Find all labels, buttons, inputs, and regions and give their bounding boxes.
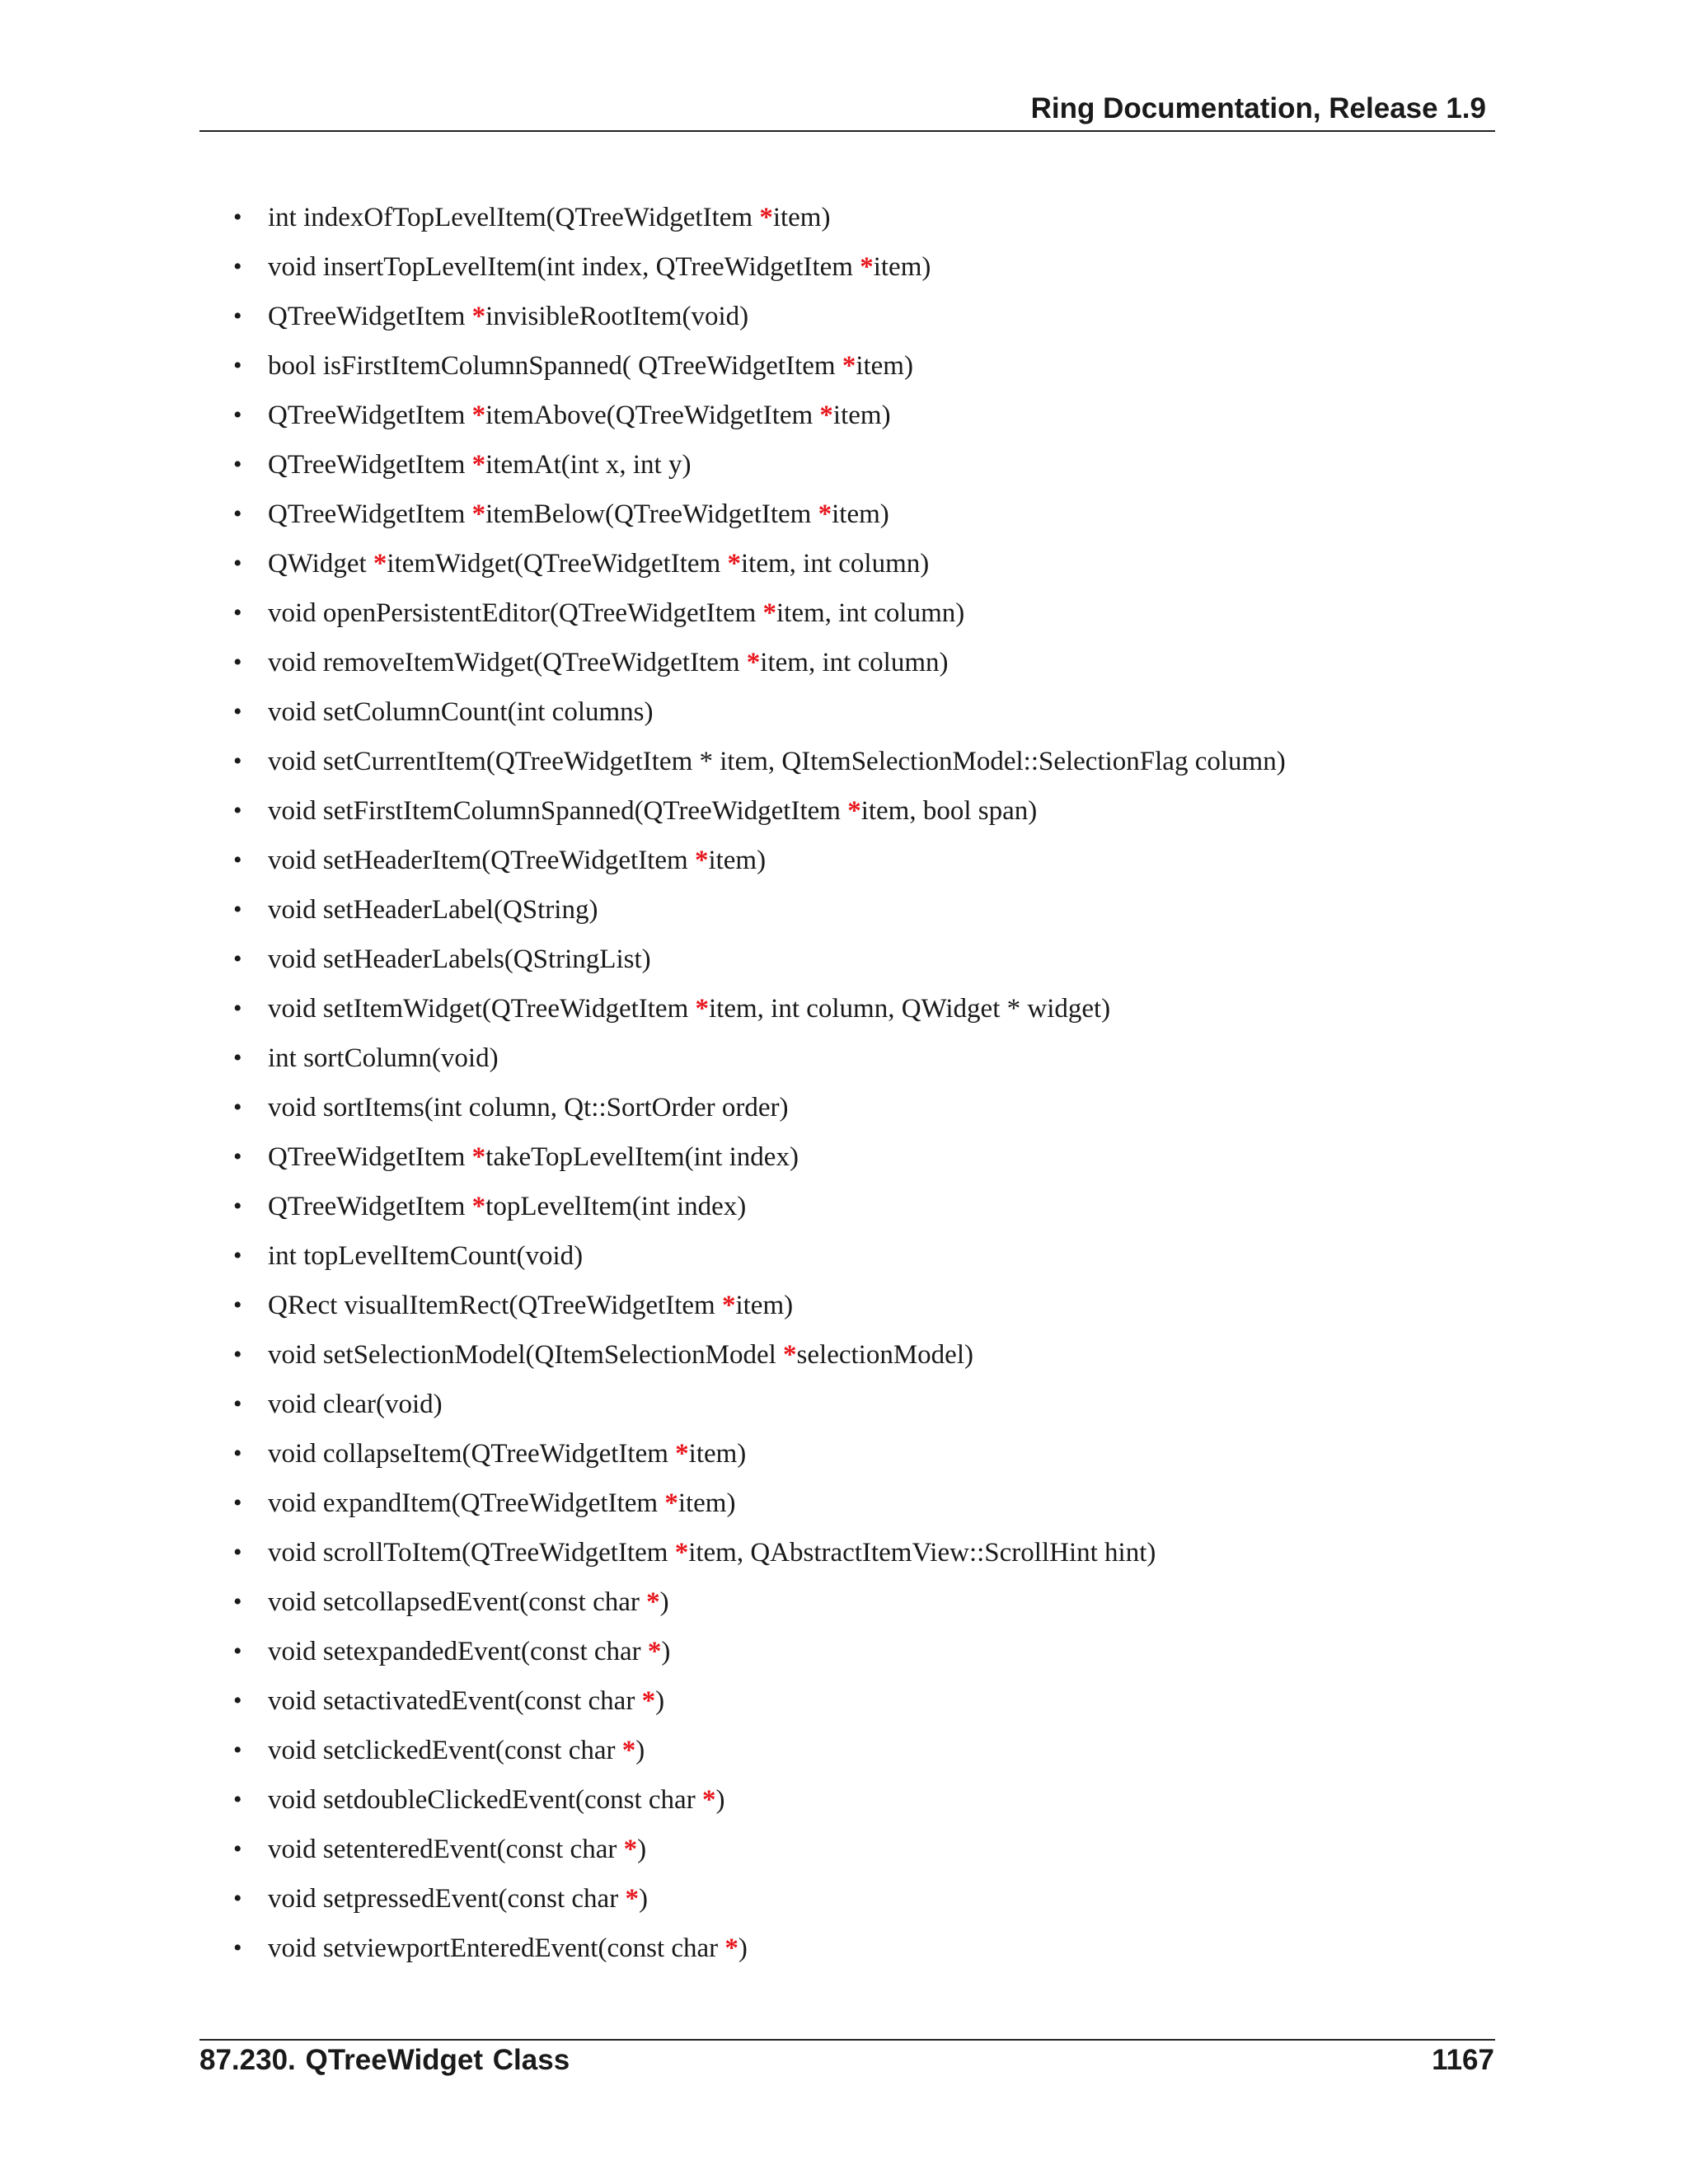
signature-text: item) — [708, 846, 767, 875]
signature-text: QTreeWidgetItem — [268, 1142, 472, 1172]
method-signature — [268, 296, 748, 337]
signature-text: void setItemWidget(QTreeWidgetItem — [268, 994, 696, 1024]
signature-text: item, int column, QWidget * widget) — [709, 994, 1111, 1024]
signature-text: ) — [738, 1933, 748, 1963]
pointer-asterisk: * — [664, 1488, 678, 1518]
method-signature — [268, 988, 1110, 1029]
signature-text: item, bool span) — [860, 796, 1038, 826]
signature-text: item) — [678, 1488, 736, 1518]
method-signature — [268, 691, 654, 733]
footer-section-title: 87.230. QTreeWidget Class — [199, 2044, 570, 2076]
bullet-icon: • — [233, 748, 242, 775]
signature-text: void setactivatedEvent(const char — [268, 1686, 642, 1716]
signature-text: ) — [661, 1637, 671, 1666]
signature-text: void setpressedEvent(const char — [268, 1884, 626, 1914]
method-signature — [268, 593, 964, 634]
bullet-icon: • — [233, 896, 242, 923]
method-signature — [268, 1779, 724, 1821]
bullet-icon: • — [233, 352, 242, 379]
bullet-icon: • — [233, 649, 242, 676]
method-signature — [268, 494, 889, 535]
pointer-asterisk: * — [759, 203, 773, 232]
bullet-icon: • — [233, 253, 242, 280]
pointer-asterisk: * — [674, 1538, 689, 1568]
signature-text: ) — [635, 1736, 645, 1765]
method-signature — [268, 1631, 670, 1672]
method-signature — [268, 444, 691, 485]
signature-text: void setHeaderLabel(QString) — [268, 895, 598, 925]
bullet-icon: • — [233, 1638, 242, 1665]
pointer-asterisk: * — [373, 549, 387, 579]
signature-text: QTreeWidgetItem — [268, 302, 472, 331]
bullet-icon: • — [233, 1094, 242, 1121]
bullet-icon: • — [233, 1885, 242, 1912]
signature-text: ) — [637, 1835, 647, 1864]
signature-text: void setColumnCount(int columns) — [268, 697, 654, 727]
signature-text: ) — [655, 1686, 665, 1716]
signature-text: QWidget — [268, 549, 373, 579]
pointer-asterisk: * — [694, 846, 709, 875]
signature-text: void setHeaderItem(QTreeWidgetItem — [268, 846, 695, 875]
bullet-icon: • — [233, 1193, 242, 1220]
signature-text: void setSelectionModel(QItemSelectionModel — [268, 1340, 784, 1370]
method-signature — [268, 543, 929, 584]
signature-text: void scrollToItem(QTreeWidgetItem — [268, 1538, 675, 1568]
bullet-icon: • — [233, 846, 242, 874]
method-signature — [268, 1137, 799, 1178]
method-signature — [268, 1186, 746, 1227]
method-signature — [268, 1680, 664, 1722]
method-signature — [268, 939, 651, 980]
signature-text: void setFirstItemColumnSpanned(QTreeWidgetItem — [268, 796, 848, 826]
pointer-asterisk: * — [471, 499, 486, 529]
method-signature — [268, 345, 913, 387]
bullet-icon: • — [233, 1341, 242, 1368]
signature-text: item) — [856, 351, 913, 381]
signature-text: void collapseItem(QTreeWidgetItem — [268, 1439, 676, 1469]
pointer-asterisk: * — [695, 994, 709, 1024]
method-signature — [268, 642, 949, 683]
signature-text: QTreeWidgetItem — [268, 401, 472, 430]
signature-text: item, int column) — [760, 648, 949, 677]
bullet-icon: • — [233, 1736, 242, 1764]
signature-text: item) — [688, 1439, 747, 1469]
signature-text: item) — [873, 252, 931, 282]
method-signature — [268, 1878, 648, 1919]
signature-text: void sortItems(int column, Qt::SortOrder order) — [268, 1093, 789, 1122]
method-signature — [268, 1582, 669, 1623]
signature-text: item) — [772, 203, 831, 232]
method-signature — [268, 840, 766, 881]
signature-text: selectionModel) — [796, 1340, 973, 1370]
signature-text: void insertTopLevelItem(int index, QTreeWidgetItem — [268, 252, 860, 282]
method-signature — [268, 197, 830, 238]
method-signature — [268, 395, 891, 436]
pointer-asterisk: * — [471, 302, 486, 331]
signature-text: void setclickedEvent(const char — [268, 1736, 622, 1765]
signature-text: void expandItem(QTreeWidgetItem — [268, 1488, 665, 1518]
method-signature — [268, 1087, 788, 1128]
signature-text: item) — [735, 1291, 794, 1320]
bullet-icon: • — [233, 797, 242, 824]
signature-text: QTreeWidgetItem — [268, 1192, 472, 1221]
signature-text: void removeItemWidget(QTreeWidgetItem — [268, 648, 747, 677]
method-signature — [268, 889, 598, 930]
signature-text: QTreeWidgetItem — [268, 499, 472, 529]
method-signature — [268, 1235, 583, 1277]
signature-text: ) — [659, 1587, 669, 1617]
bullet-icon: • — [233, 451, 242, 478]
method-signature — [268, 1829, 646, 1870]
method-signature — [268, 741, 1286, 782]
signature-text: bool isFirstItemColumnSpanned( QTreeWidgetItem — [268, 351, 842, 381]
signature-text: invisibleRootItem(void) — [485, 302, 749, 331]
signature-text: void setexpandedEvent(const char — [268, 1637, 648, 1666]
bullet-icon: • — [233, 1539, 242, 1566]
signature-text: itemAt(int x, int y) — [485, 450, 692, 480]
bullet-icon: • — [233, 1440, 242, 1467]
pointer-asterisk: * — [819, 401, 833, 430]
bullet-icon: • — [233, 550, 242, 577]
pointer-asterisk: * — [842, 351, 856, 381]
method-signature — [268, 246, 931, 288]
method-signature — [268, 1285, 793, 1326]
pointer-asterisk: * — [471, 1142, 486, 1172]
method-signature — [268, 1928, 748, 1969]
pointer-asterisk: * — [471, 401, 486, 430]
pointer-asterisk: * — [721, 1291, 736, 1320]
signature-text: QTreeWidgetItem — [268, 450, 472, 480]
signature-text: item, int column) — [776, 598, 965, 628]
signature-text: void setHeaderLabels(QStringList) — [268, 944, 651, 974]
method-signature — [268, 1038, 499, 1079]
bullet-icon: • — [233, 698, 242, 725]
pointer-asterisk: * — [847, 796, 861, 826]
pointer-asterisk: * — [471, 1192, 486, 1221]
signature-text: void openPersistentEditor(QTreeWidgetItem — [268, 598, 763, 628]
pointer-asterisk: * — [675, 1439, 689, 1469]
signature-text: int indexOfTopLevelItem(QTreeWidgetItem — [268, 203, 760, 232]
bullet-icon: • — [233, 401, 242, 429]
bullet-icon: • — [233, 1835, 242, 1863]
method-signature — [268, 1730, 645, 1771]
method-signature — [268, 1384, 443, 1425]
signature-text: takeTopLevelItem(int index) — [485, 1142, 799, 1172]
bullet-icon: • — [233, 1044, 242, 1071]
bullet-icon: • — [233, 500, 242, 527]
bullet-icon: • — [233, 1242, 242, 1269]
bullet-icon: • — [233, 1489, 242, 1516]
signature-text: void setviewportEnteredEvent(const char — [268, 1933, 725, 1963]
signature-text: int sortColumn(void) — [268, 1043, 499, 1073]
pointer-asterisk: * — [701, 1785, 716, 1815]
signature-text: void clear(void) — [268, 1390, 443, 1419]
pointer-asterisk: * — [762, 598, 777, 628]
method-signature — [268, 1532, 1156, 1573]
bullet-icon: • — [233, 302, 242, 330]
bullet-icon: • — [233, 1143, 242, 1170]
running-header-title: Ring Documentation, Release 1.9 — [1030, 92, 1486, 124]
signature-text: item) — [832, 401, 891, 430]
signature-text: void setCurrentItem(QTreeWidgetItem * item, QItemSelectionModel::SelectionFlag column) — [268, 747, 1286, 776]
signature-text: item, QAbstractItemView::ScrollHint hint) — [688, 1538, 1156, 1568]
pointer-asterisk: * — [646, 1587, 660, 1617]
pointer-asterisk: * — [746, 648, 761, 677]
footer-rule — [199, 2039, 1495, 2041]
signature-text: item) — [832, 499, 889, 529]
bullet-icon: • — [233, 1934, 242, 1961]
method-signature — [268, 1483, 735, 1524]
method-signature — [268, 790, 1037, 832]
signature-text: void setcollapsedEvent(const char — [268, 1587, 647, 1617]
bullet-icon: • — [233, 1390, 242, 1418]
bullet-icon: • — [233, 995, 242, 1022]
pointer-asterisk: * — [641, 1686, 656, 1716]
signature-text: void setenteredEvent(const char — [268, 1835, 624, 1864]
signature-text: item, int column) — [741, 549, 930, 579]
method-signature — [268, 1433, 746, 1474]
pointer-asterisk: * — [471, 450, 486, 480]
pointer-asterisk: * — [621, 1736, 636, 1765]
signature-text: topLevelItem(int index) — [485, 1192, 747, 1221]
signature-text: itemWidget(QTreeWidgetItem — [387, 549, 728, 579]
signature-text: QRect visualItemRect(QTreeWidgetItem — [268, 1291, 722, 1320]
bullet-icon: • — [233, 599, 242, 626]
bullet-icon: • — [233, 1291, 242, 1319]
pointer-asterisk: * — [727, 549, 742, 579]
bullet-icon: • — [233, 1786, 242, 1813]
pointer-asterisk: * — [625, 1884, 639, 1914]
pointer-asterisk: * — [724, 1933, 738, 1963]
signature-text: ) — [638, 1884, 648, 1914]
method-signature — [268, 1334, 973, 1376]
pointer-asterisk: * — [623, 1835, 638, 1864]
signature-text: int topLevelItemCount(void) — [268, 1241, 584, 1271]
signature-text: itemAbove(QTreeWidgetItem — [485, 401, 820, 430]
pointer-asterisk: * — [818, 499, 832, 529]
signature-text: itemBelow(QTreeWidgetItem — [485, 499, 818, 529]
pointer-asterisk: * — [647, 1637, 662, 1666]
bullet-icon: • — [233, 204, 242, 231]
signature-text: void setdoubleClickedEvent(const char — [268, 1785, 702, 1815]
header-rule — [199, 130, 1495, 132]
bullet-icon: • — [233, 945, 242, 972]
signature-text: ) — [715, 1785, 725, 1815]
bullet-icon: • — [233, 1687, 242, 1714]
pointer-asterisk: * — [783, 1340, 797, 1370]
footer-page-number: 1167 — [1432, 2044, 1494, 2076]
bullet-icon: • — [233, 1588, 242, 1615]
pointer-asterisk: * — [860, 252, 874, 282]
